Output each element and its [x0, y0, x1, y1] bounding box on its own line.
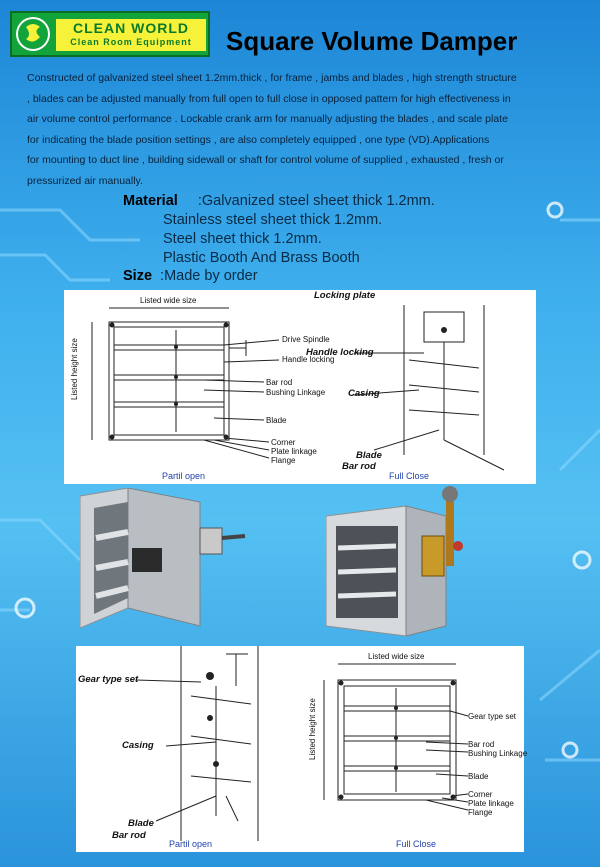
callout-bar-rod: Bar rod	[266, 378, 293, 387]
size-label: Size	[123, 268, 153, 284]
callout-handle-locking-side: Handle locking	[306, 347, 374, 358]
callout-casing: Casing	[348, 388, 380, 399]
callout-corner-front: Corner	[468, 790, 493, 799]
callout-bushing-linkage-front: Bushing Linkage	[468, 749, 528, 758]
size-value: :Made by order	[160, 268, 258, 284]
description-line: air volume control performance . Lockable crank arm for manually adjusting the blades , and scale plate	[27, 113, 508, 125]
front-width-label: Listed wide size	[140, 296, 197, 305]
callout-gear-type-set-side: Gear type set	[78, 674, 139, 685]
product-description	[27, 68, 582, 191]
logo-emblem-icon	[16, 17, 50, 51]
material-value: :Galvanized steel sheet thick 1.2mm.	[197, 193, 435, 209]
technical-drawing-top	[64, 290, 536, 484]
callout-bar-rod-bottom: Bar rod	[112, 830, 146, 841]
callout-locking-plate: Locking plate	[314, 290, 376, 301]
spec-size	[123, 268, 258, 284]
description-line: Constructed of galvanized steel sheet 1.2mm.thick , for frame , jambs and blades , high strength structure	[27, 72, 517, 84]
description-line: pressurized air manually.	[27, 174, 143, 187]
callout-blade: Blade	[266, 416, 287, 425]
callout-bar-rod-front: Bar rod	[468, 740, 495, 749]
logo-tagline: Clean Room Equipment	[70, 37, 192, 47]
description-line: for mounting to duct line , building sidewall or shaft for control volume of supplied , exhausted , fresh or	[27, 154, 504, 166]
callout-flange: Flange	[271, 456, 296, 465]
callout-drive-spindle: Drive Spindle	[282, 335, 330, 344]
logo-brand: CLEAN WORLD	[73, 20, 189, 36]
logo-text-box	[56, 19, 206, 51]
company-logo	[10, 11, 210, 57]
technical-drawing-bottom	[76, 646, 528, 852]
product-photo-left	[80, 488, 252, 642]
callout-flange-front: Flange	[468, 808, 493, 817]
callout-corner: Corner	[271, 438, 296, 447]
description-line: for indicating the blade position settings , are also completely equipped , one type (VD).Applications	[27, 133, 490, 146]
description-line: , blades can be adjusted manually from full open to full close in opposed pattern for high effectiveness in	[27, 92, 511, 105]
callout-casing-bottom: Casing	[122, 740, 154, 751]
front-view-caption-bottom: Full Close	[396, 839, 437, 849]
side-view-caption: Full Close	[389, 471, 430, 481]
callout-bushing-linkage: Bushing Linkage	[266, 388, 326, 397]
front-height-label: Listed height size	[70, 338, 79, 400]
material-value: Steel sheet thick 1.2mm.	[163, 231, 322, 247]
callout-handle-locking: Handle locking	[282, 355, 335, 364]
callout-gear-type-set-front: Gear type set	[468, 712, 517, 721]
side-view-caption-bottom: Partil open	[169, 839, 213, 849]
front-height-label-bottom: Listed height size	[308, 698, 317, 760]
callout-plate-linkage-front: Plate linkage	[468, 799, 514, 808]
callout-plate-linkage: Plate linkage	[271, 447, 317, 456]
callout-blade-side: Blade	[356, 450, 382, 461]
page-title: Square Volume Damper	[226, 26, 518, 56]
material-value: Stainless steel sheet thick 1.2mm.	[163, 212, 383, 228]
front-width-label-bottom: Listed wide size	[368, 652, 425, 661]
material-value: Plastic Booth And Brass Booth	[163, 250, 360, 266]
product-photo-right	[326, 486, 486, 638]
material-label: Material	[123, 193, 178, 209]
callout-bar-rod-side: Bar rod	[342, 461, 376, 472]
callout-blade-front: Blade	[468, 772, 489, 781]
spec-material	[123, 193, 435, 209]
callout-blade-bottom: Blade	[128, 818, 154, 829]
front-view-caption: Partil open	[162, 471, 206, 481]
